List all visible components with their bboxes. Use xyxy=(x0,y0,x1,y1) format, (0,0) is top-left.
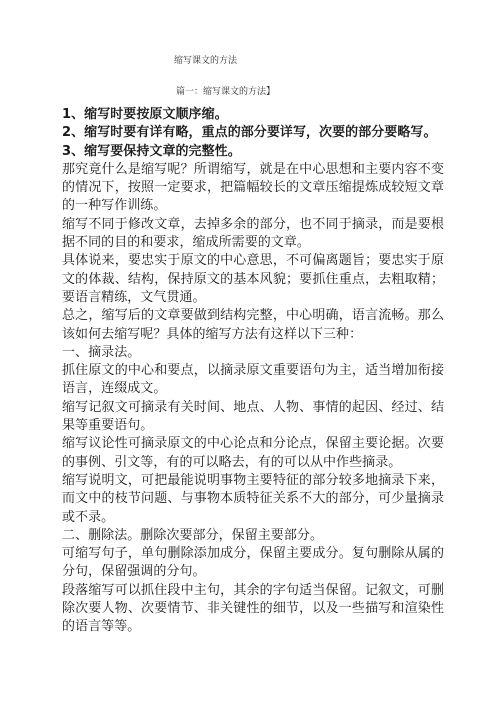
requirements-paragraph: 具体说来，要忠实于原文的中心意思，不可偏离题旨；要忠实于原文的体裁、结构，保持原文的基本风貌；要抓住重点，去粗取精；要语言精练，文气贯通。 xyxy=(62,253,444,305)
document-title: 缩写课文的方法 xyxy=(174,56,238,66)
section-heading-excerpt: 一、摘录法。 xyxy=(62,344,141,360)
section-heading-delete: 二、删除法。删除次要部分，保留主要部分。 xyxy=(62,527,324,543)
rule-item-2: 2、缩写时要有详有略，重点的部分要详写，次要的部分要略写。 xyxy=(62,125,437,141)
definition-paragraph: 那究竟什么是缩写呢？所谓缩写，就是在中心思想和主要内容不变的情况下，按照一定要求，把篇幅较长的文章压缩提炼成较短文章的一种写作训练。 xyxy=(62,161,444,214)
paragraph-condense-paragraph: 段落缩写可以抓住段中主句，其余的字句适当保留。记叙文，可删除次要人物、次要情节、非关键性的细节，以及一些描写和渲染性的语言等等。 xyxy=(62,582,444,635)
difference-paragraph: 缩写不同于修改文章，去掉多余的部分，也不同于摘录，而是要根据不同的目的和要求，缩成所需要的文章。 xyxy=(62,216,444,251)
document-subtitle: 篇一：缩写课文的方法】 xyxy=(176,87,276,97)
expository-paragraph: 缩写说明文，可把最能说明事物主要特征的部分较多地摘录下来，而文中的枝节问题、与事物本质特征关系不大的部分，可少量摘录或不录。 xyxy=(62,472,444,525)
argumentative-paragraph: 缩写议论性可摘录原文的中心论点和分论点，保留主要论据。次要的事例、引文等，有的可以略去，有的可以从中作些摘录。 xyxy=(62,436,444,470)
rule-item-3: 3、缩写要保持文章的完整性。 xyxy=(62,143,241,159)
excerpt-method-paragraph: 抓住原文的中心和要点，以摘录原文重要语句为主，适当增加衔接语言，连缀成文。 xyxy=(62,363,444,397)
rule-item-1: 1、缩写时要按原文顺序缩。 xyxy=(62,107,228,122)
document-body xyxy=(62,106,444,637)
summary-paragraph: 总之，缩写后的文章要做到结构完整，中心明确，语言流畅。那么该如何去缩写呢？具体的缩写方法有这样以下三种： xyxy=(62,308,444,342)
sentence-condense-paragraph: 可缩写句子，单句删除添加成分，保留主要成分。复句删除从属的分句，保留强调的分句。 xyxy=(62,546,444,580)
narrative-paragraph: 缩写记叙文可摘录有关时间、地点、人物、事情的起因、经过、结果等重要语句。 xyxy=(62,399,444,434)
